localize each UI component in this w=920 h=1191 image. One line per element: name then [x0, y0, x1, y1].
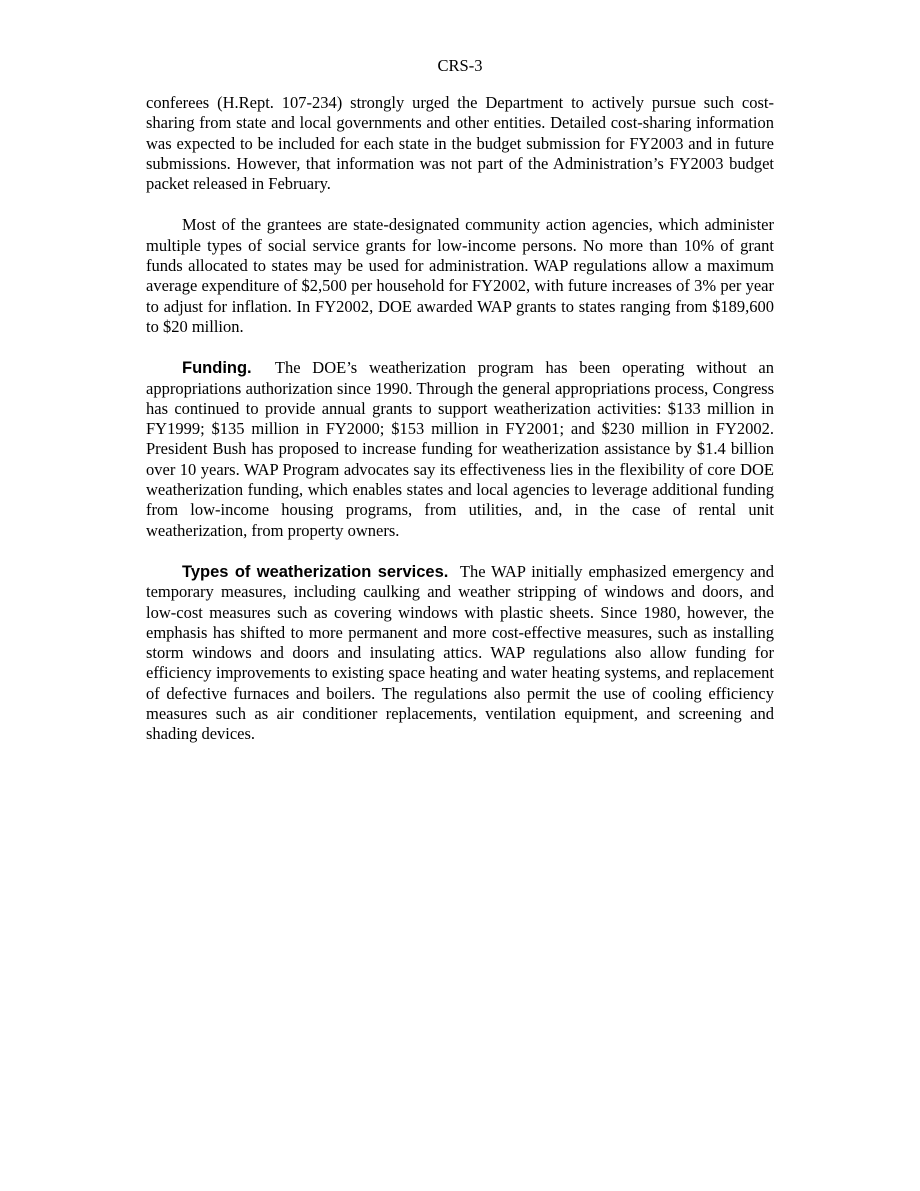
page-number-header: CRS-3	[437, 56, 483, 75]
paragraph-grantees: Most of the grantees are state-designated community action agencies, which administer multiple types of social service grants for low-income persons. No more than 10% of grant funds allocated to states may be used for administration. WAP regulations allow a maximum average expenditure of $2,500 per household for FY2002, with future increases of 3% per year to adjust for inflation. In FY2002, DOE awarded WAP grants to states ranging from $189,600 to $20 million.	[146, 215, 774, 336]
document-body	[146, 93, 774, 766]
services-heading: Types of weatherization services.	[182, 562, 449, 581]
paragraph-funding	[146, 358, 774, 541]
funding-text: The DOE’s weatherization program has been operating without an appropriations authorization since 1990. Through the general appropriations process, Congress has continued to provide annual grants to support weatherization activities: $133 million in FY1999; $135 million in FY2000; $153 million in FY2001; and $230 million in FY2002. President Bush has proposed to increase funding for weatherization assistance by $1.4 billion over 10 years. WAP Program advocates say its effectiveness lies in the flexibility of core DOE weatherization funding, which enables states and local agencies to leverage additional funding from low-income housing programs, from utilities, and, in the case of rental unit weatherization, from property owners.	[146, 358, 775, 540]
paragraph-cost-sharing: conferees (H.Rept. 107-234) strongly urged the Department to actively pursue such cost-sharing from state and local governments and other entities. Detailed cost-sharing information was expected to be included for each state in the budget submission for FY2003 and in future submissions. However, that information was not part of the Administration’s FY2003 budget packet released in February.	[146, 93, 774, 194]
services-text: The WAP initially emphasized emergency and temporary measures, including caulking and weather stripping of windows and doors, and low-cost measures such as covering windows with plastic sheets. Since 1980, however, the emphasis has shifted to more permanent and more cost-effective measures, such as installing storm windows and doors and insulating attics. WAP regulations also allow funding for efficiency improvements to existing space heating and water heating systems, and replacement of defective furnaces and boilers. The regulations also permit the use of cooling efficiency measures such as air conditioner replacements, ventilation equipment, and screening and shading devices.	[146, 561, 775, 744]
funding-heading: Funding.	[182, 359, 252, 378]
paragraph-weatherization-services	[146, 562, 774, 745]
